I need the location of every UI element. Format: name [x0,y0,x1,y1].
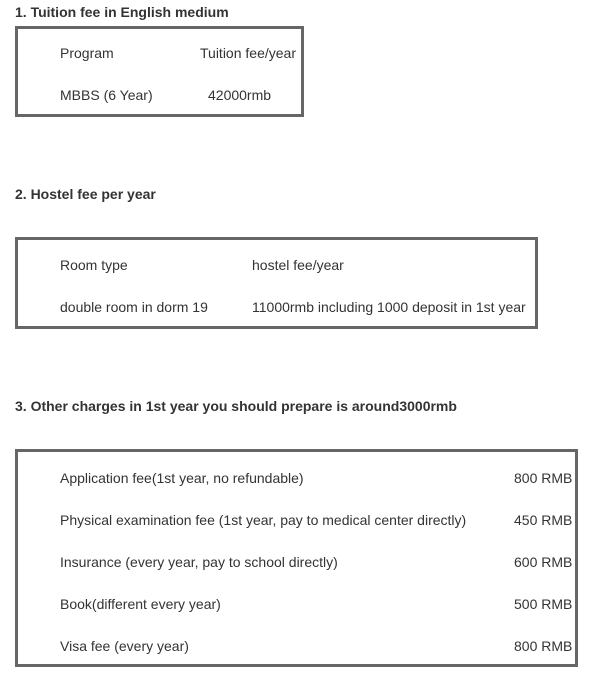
tuition-row-program: MBBS (6 Year) [60,87,153,103]
charge-item: Visa fee (every year) [60,638,189,654]
tuition-header-fee: Tuition fee/year [200,45,296,61]
charge-amount: 500 RMB [514,596,573,612]
section-3-heading: 3. Other charges in 1st year you should prepare is around3000rmb [15,398,457,414]
hostel-fee-table [15,237,538,329]
hostel-header-room-type: Room type [60,257,128,273]
section-1-heading: 1. Tuition fee in English medium [15,4,229,20]
charge-item: Physical examination fee (1st year, pay to medical center directly) [60,512,467,528]
other-charges-table [15,449,578,667]
charge-item: Book(different every year) [60,596,221,612]
charge-amount: 600 RMB [514,554,573,570]
tuition-fee-table [15,26,304,117]
charge-amount: 800 RMB [514,638,573,654]
charge-item: Insurance (every year, pay to school directly) [60,554,338,570]
charge-amount: 450 RMB [514,512,573,528]
charge-amount: 800 RMB [514,470,573,486]
hostel-header-fee: hostel fee/year [252,257,344,273]
charge-item: Application fee(1st year, no refundable) [60,470,304,486]
section-2-heading: 2. Hostel fee per year [15,186,156,202]
tuition-row-fee: 42000rmb [208,87,272,103]
hostel-row-room-type: double room in dorm 19 [60,299,208,315]
hostel-row-fee: 11000rmb including 1000 deposit in 1st year [252,299,526,315]
tuition-header-program: Program [60,45,114,61]
